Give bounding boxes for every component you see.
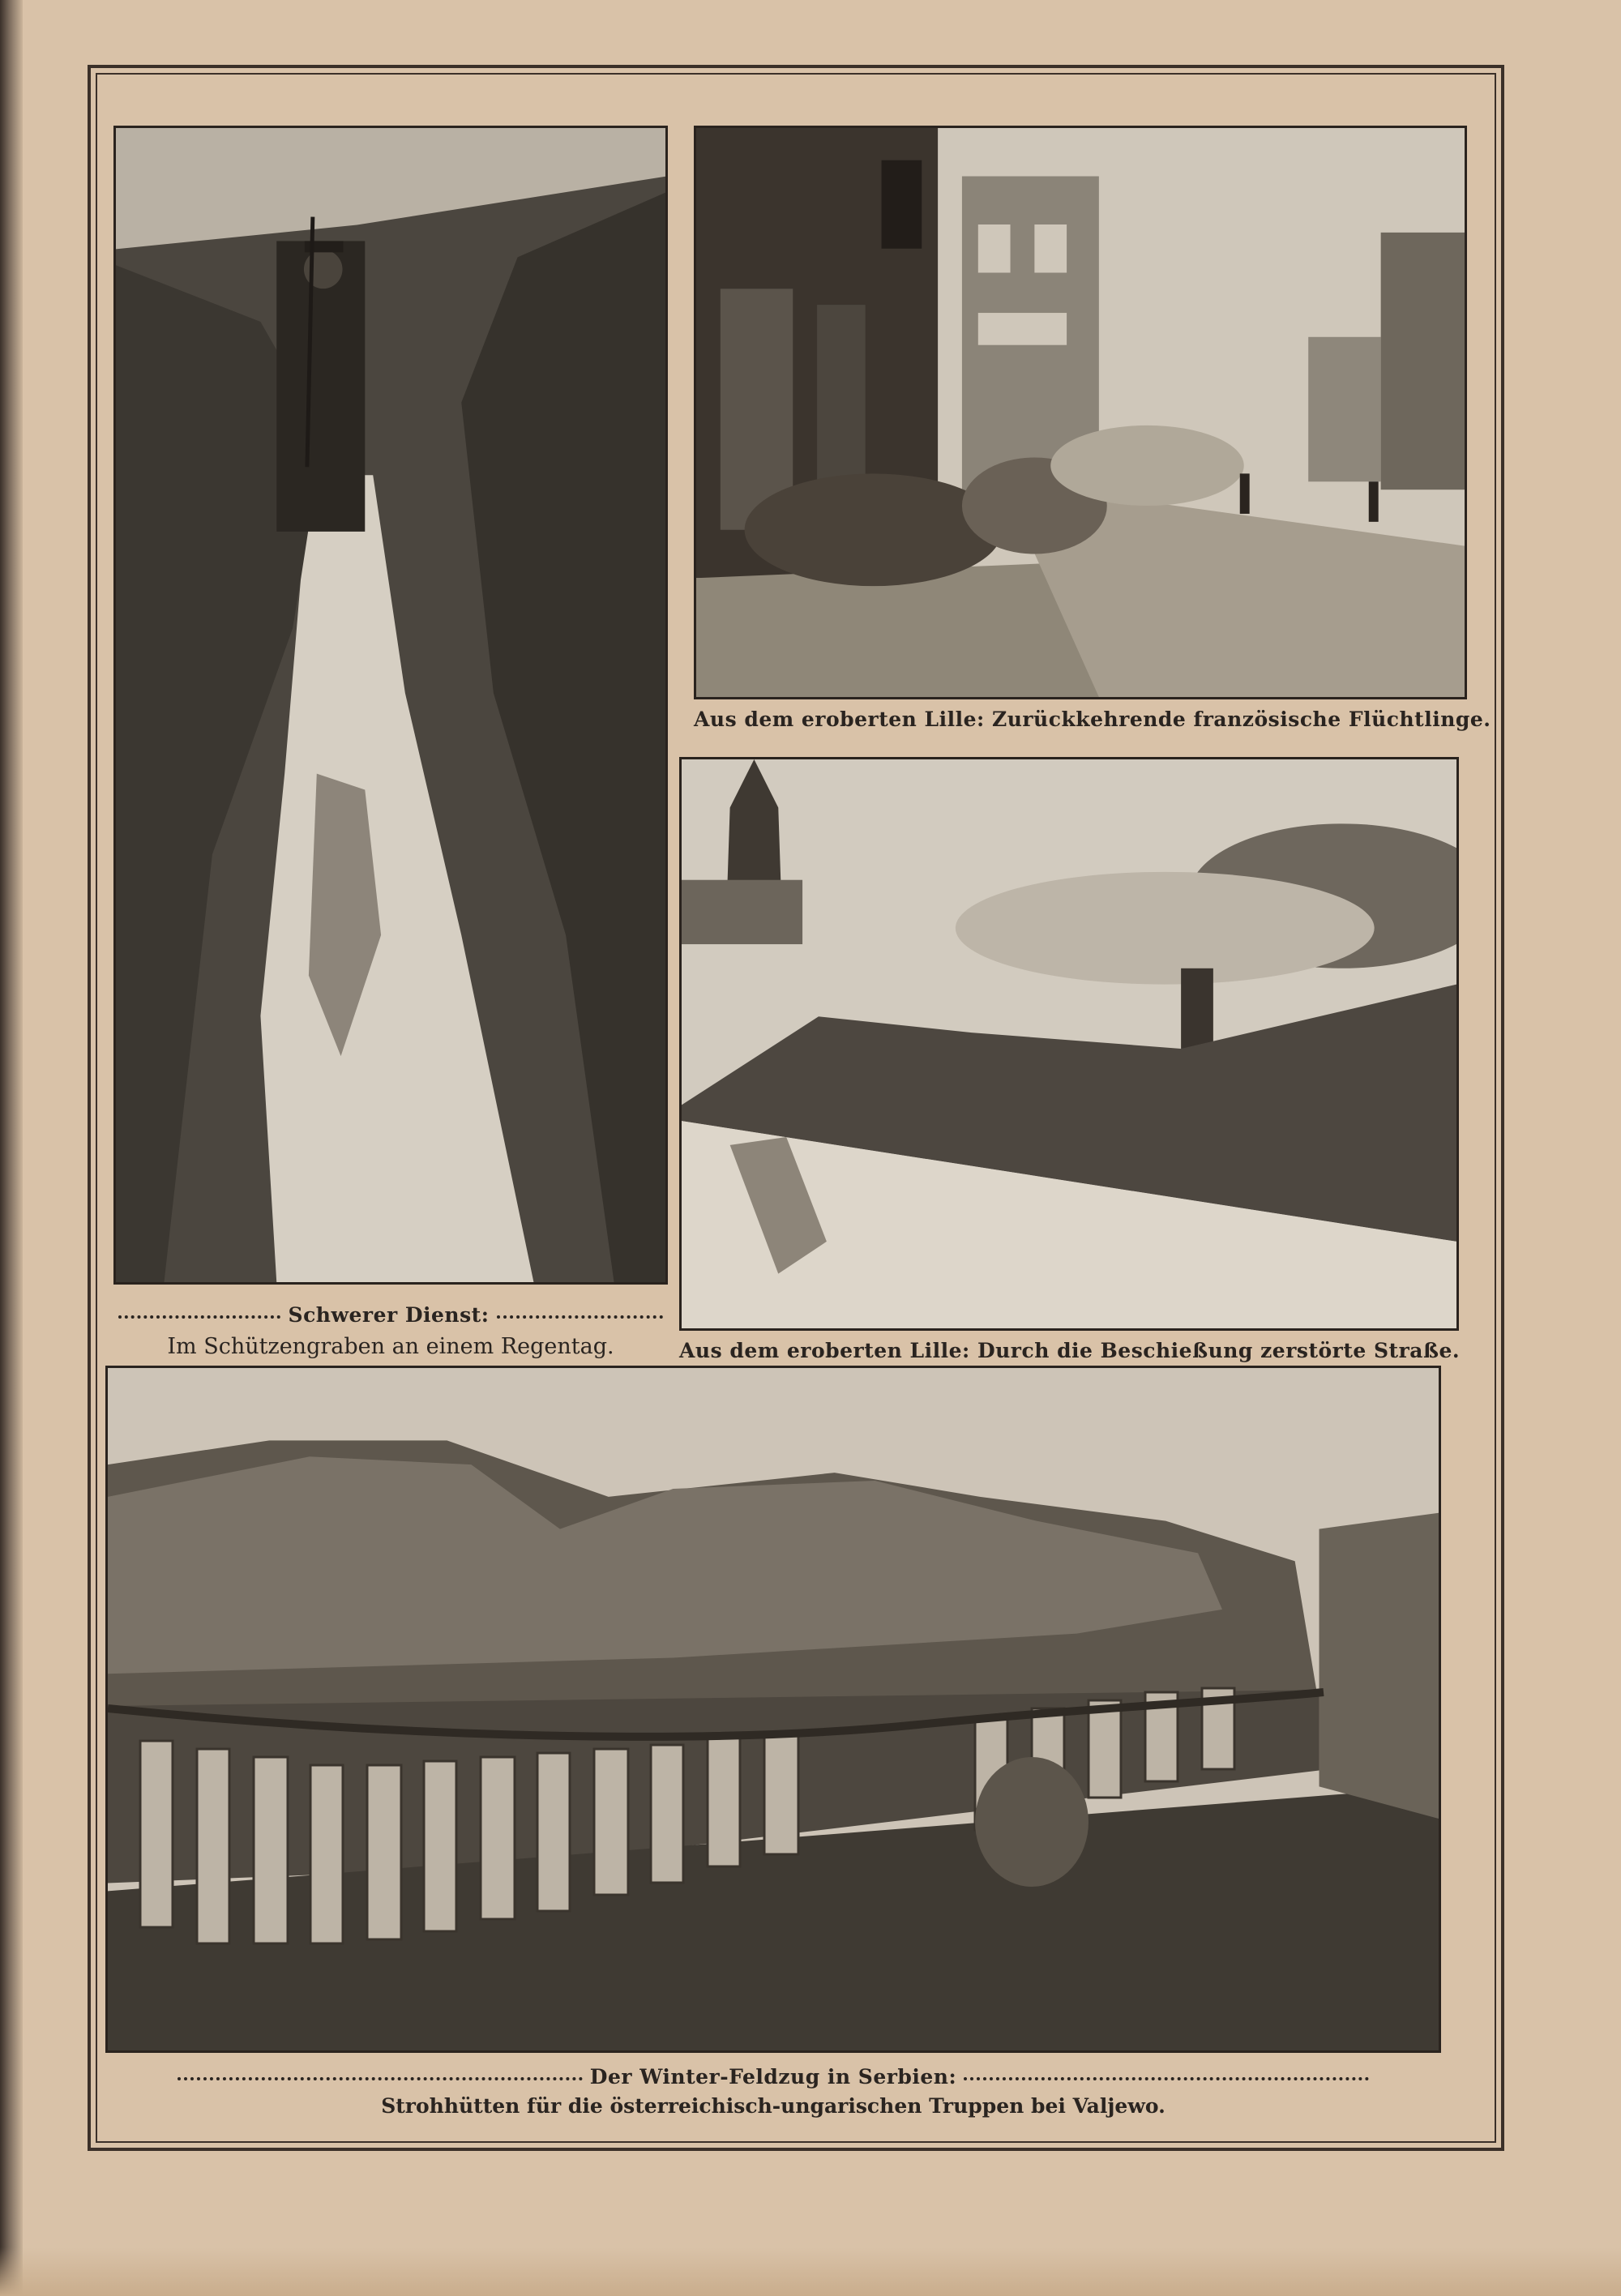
serbia-caption-sub: Strohhütten für die österreichisch-ungarischen Truppen bei Valjewo. — [381, 2094, 1165, 2118]
trench-title: Schwerer Dienst: — [288, 1303, 490, 1327]
lille-street-photo — [679, 757, 1459, 1331]
serbia-caption-title — [105, 2065, 1441, 2089]
trench-caption-title — [113, 1303, 668, 1327]
trench-caption-sub: Im Schützengraben an einem Regentag. — [167, 1334, 614, 1359]
lille-refugees-photo — [694, 126, 1467, 699]
dotted-rule-left — [118, 1315, 280, 1319]
page-binding-shadow — [0, 0, 23, 2296]
page-bottom-shadow — [0, 2247, 1621, 2296]
trench-photo — [113, 126, 668, 1285]
dotted-rule-left — [177, 2077, 583, 2080]
lille-refugees-caption: Aus dem eroberten Lille: Zurückkehrende französische Flüchtlinge. — [694, 708, 1491, 731]
straw-huts-photo — [105, 1366, 1441, 2053]
serbia-title: Der Winter-Feldzug in Serbien: — [589, 2065, 957, 2089]
dotted-rule-right — [497, 1315, 663, 1319]
dotted-rule-right — [964, 2077, 1369, 2080]
lille-street-caption: Aus dem eroberten Lille: Durch die Beschießung zerstörte Straße. — [679, 1339, 1461, 1362]
